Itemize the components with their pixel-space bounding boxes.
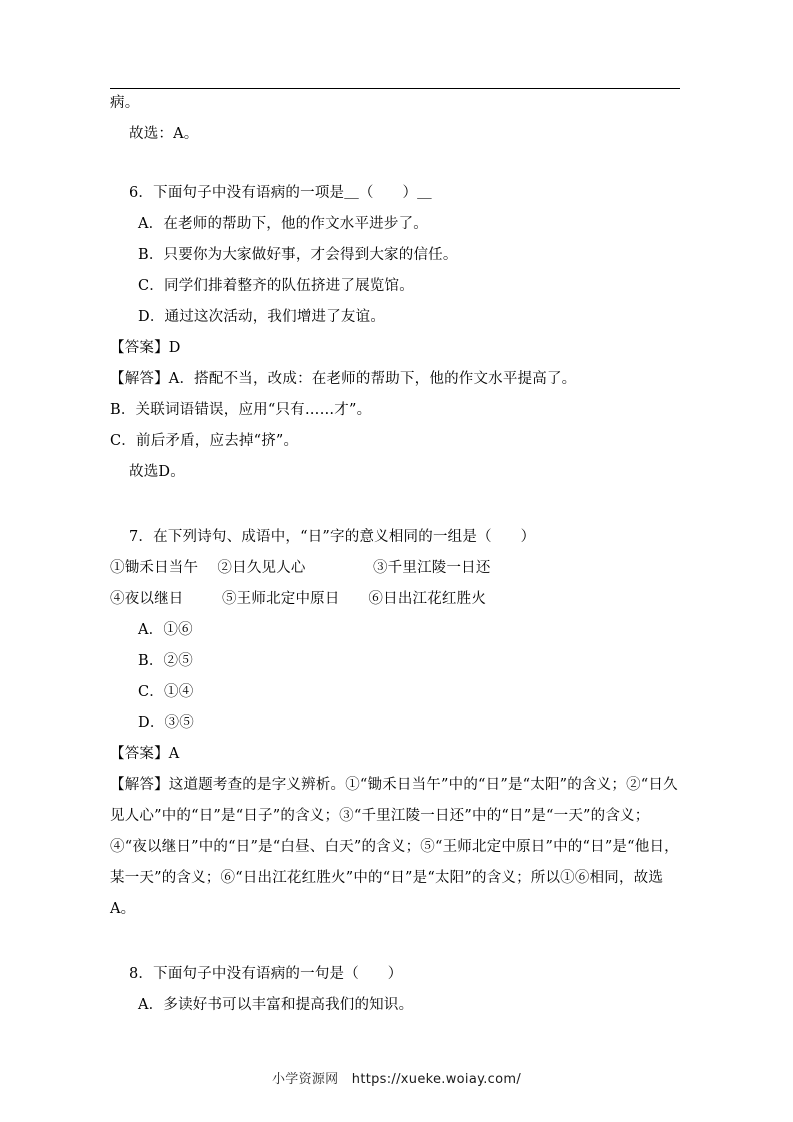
question-6-option-c: C．同学们排着整齐的队伍挤进了展览馆。: [138, 278, 414, 294]
question-6-analysis-line-4: 故选D。: [129, 464, 185, 480]
spacer: [110, 925, 680, 959]
question-7-option-a: A．①⑥: [138, 622, 193, 638]
carryover-line-1: 病。: [110, 95, 140, 111]
spacer: [110, 488, 680, 522]
question-7-item-line-2: ④夜以继日 ⑤王师北定中原日 ⑥日出江花红胜火: [110, 591, 487, 607]
question-7-item-line-1: ①锄禾日当午 ②日久见人心 ③千里江陵一日还: [110, 560, 491, 576]
question-7-answer: 【答案】A: [110, 746, 180, 762]
question-7-option-b: B．②⑤: [138, 653, 193, 669]
question-7-analysis: 【解答】这道题考查的是字义辨析。①“锄禾日当午”中的“日”是“太阳”的含义；②“日久见人心”中的“日”是“日子”的含义；③“千里江陵一日还”中的“日”是“一天”的含义；④“夜以继日”中的“日”是“白昼、白天”的含义；⑤“王师北定中原日”中的“日”是“他日，某一天”的含义；⑥“日出江花红胜火”中的“日”是“太阳”的含义；所以①⑥相同，故选A。: [110, 777, 679, 917]
carryover-line-2: 故选：A。: [129, 126, 199, 142]
question-7-option-d: D．③⑤: [138, 715, 194, 731]
question-6-option-a: A．在老师的帮助下，他的作文水平进步了。: [138, 216, 428, 232]
question-8-option-a: A．多读好书可以丰富和提高我们的知识。: [138, 997, 414, 1013]
question-7-option-c: C．①④: [138, 684, 194, 700]
question-6-stem: 6．下面句子中没有语病的一项是＿（ ）＿: [129, 185, 432, 201]
question-6-answer: 【答案】D: [110, 340, 181, 356]
question-7-stem: 7．在下列诗句、成语中，“日”字的意义相同的一组是（ ）: [129, 529, 536, 545]
question-6-option-b: B．只要你为大家做好事，才会得到大家的信任。: [138, 247, 458, 263]
footer-brand: 小学资源网: [271, 1072, 339, 1087]
spacer: [110, 150, 680, 178]
document-body: [110, 88, 680, 1021]
footer-watermark: [0, 1068, 793, 1087]
question-8-stem: 8．下面句子中没有语病的一句是（ ）: [129, 966, 403, 982]
footer-separator: [343, 1072, 347, 1087]
question-6-analysis-line-2: B．关联词语错误，应用“只有……才”。: [110, 402, 372, 418]
question-6-analysis-line-3: C．前后矛盾，应去掉“挤”。: [110, 433, 299, 449]
footer-url: https://xueke.woiay.com/: [351, 1072, 522, 1087]
question-6-analysis-line-1: 【解答】A．搭配不当，改成：在老师的帮助下，他的作文水平提高了。: [110, 371, 577, 387]
question-6-option-d: D．通过这次活动，我们增进了友谊。: [138, 309, 386, 325]
